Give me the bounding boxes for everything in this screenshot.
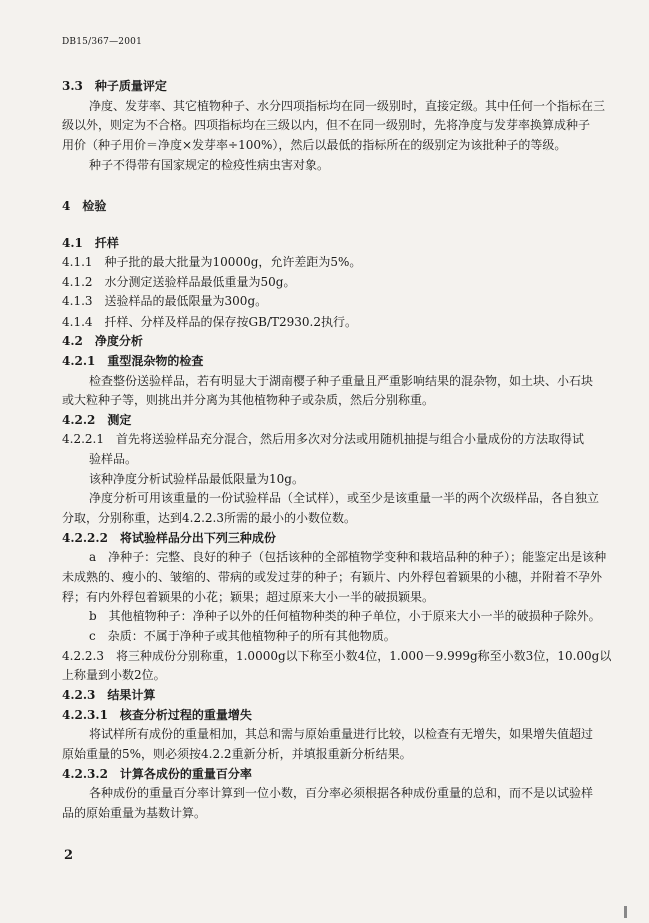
para-4-2-2-1-line-2: 验样品。 [89,452,138,466]
para-3-3-line-2: 级以外，则定为不合格。四项指标均在三级以内，但不在同一级别时，先将净度与发芽率换算成种子 [62,118,591,132]
item-4-1-4: 4.1.4 扦样、分样及样品的保存按GB/T2930.2执行。 [62,315,357,329]
document-code: DB15/367—2001 [62,37,142,47]
heading-4-2-3-2: 4.2.3.2 计算各成份的重量百分率 [62,767,252,781]
item-4-1-2: 4.1.2 水分测定送验样品最低重量为50g。 [62,275,296,289]
para-half-line-1: 净度分析可用该重量的一份试验样品（全试样），或至少是该重量一半的两个次级样品，各自独立 [89,491,600,505]
para-3-3-line-3: 用价（种子用价＝净度×发芽率÷100%），然后以最低的指标所在的级别定为该批种子的等级。 [62,138,567,152]
scan-edge-mark [624,906,627,918]
heading-4-2-3-1: 4.2.3.1 核查分析过程的重量增失 [62,708,252,722]
para-4-2-2-3-line-2: 上称量到小数2位。 [62,668,166,682]
item-c: c 杂质：不属于净种子或其他植物种子的所有其他物质。 [89,629,396,643]
para-4-2-3-1-line-2: 原始重量的5%，则必须按4.2.2重新分析，并填报重新分析结果。 [62,747,412,761]
heading-4: 4 检验 [62,199,107,213]
heading-4-2-3: 4.2.3 结果计算 [62,688,156,702]
heading-4-1: 4.1 扦样 [62,236,119,250]
para-4-2-1-line-1: 检查整份送验样品，若有明显大于湖南樱子种子重量且严重影响结果的混杂物，如土块、小石块 [89,374,594,388]
para-half-line-2: 分取，分别称重，达到4.2.2.3所需的最小的小数位数。 [62,511,356,525]
item-4-1-1: 4.1.1 种子批的最大批量为10000g，允许差距为5%。 [62,255,362,269]
heading-3-3: 3.3 种子质量评定 [62,79,167,93]
item-b: b 其他植物种子：净种子以外的任何植物种类的种子单位，小于原来大小一半的破损种子除外。 [89,609,601,623]
para-min-sample: 该种净度分析试验样品最低限量为10g。 [89,472,304,486]
heading-4-2: 4.2 净度分析 [62,334,143,348]
page-number: 2 [64,848,74,863]
item-4-1-3: 4.1.3 送验样品的最低限量为300g。 [62,294,268,308]
para-3-3-line-1: 净度、发芽率、其它植物种子、水分四项指标均在同一级别时，直接定级。其中任何一个指标在三 [89,99,606,113]
heading-4-2-1: 4.2.1 重型混杂物的检查 [62,354,204,368]
heading-4-2-2-2: 4.2.2.2 将试验样品分出下列三种成份 [62,531,276,545]
item-a-line-1: a 净种子：完整、良好的种子（包括该种的全部植物学变种和栽培品种的种子）；能鉴定出是该种 [89,550,607,564]
para-4-2-3-2-line-2: 品的原始重量为基数计算。 [62,806,207,820]
item-a-line-2: 未成熟的、瘦小的、皱缩的、带病的或发过芽的种子；有颖片、内外稃包着颖果的小穗，并附着不孕外 [62,570,603,584]
heading-4-2-2: 4.2.2 测定 [62,413,132,427]
para-4-2-3-2-line-1: 各种成份的重量百分率计算到一位小数，百分率必须根据各种成份重量的总和，而不是以试验样 [89,786,594,800]
para-3-3-quarantine: 种子不得带有国家规定的检疫性病虫害对象。 [89,158,330,172]
para-4-2-2-1-line-1: 4.2.2.1 首先将送验样品充分混合，然后用多次对分法或用随机抽提与组合小量成份的方法取得试 [62,432,584,446]
para-4-2-3-1-line-1: 将试样所有成份的重量相加，其总和需与原始重量进行比较，以检查有无增失，如果增失值超过 [89,727,594,741]
item-a-line-3: 稃；有内外稃包着颖果的小花；颖果；超过原来大小一半的破损颖果。 [62,590,435,604]
para-4-2-2-3-line-1: 4.2.2.3 将三种成份分别称重，1.0000g以下称至小数4位，1.000－9.999g称至小数3位，10.00g以 [62,649,612,663]
para-4-2-1-line-2: 或大粒种子等，则挑出并分离为其他植物种子或杂质，然后分别称重。 [62,393,435,407]
